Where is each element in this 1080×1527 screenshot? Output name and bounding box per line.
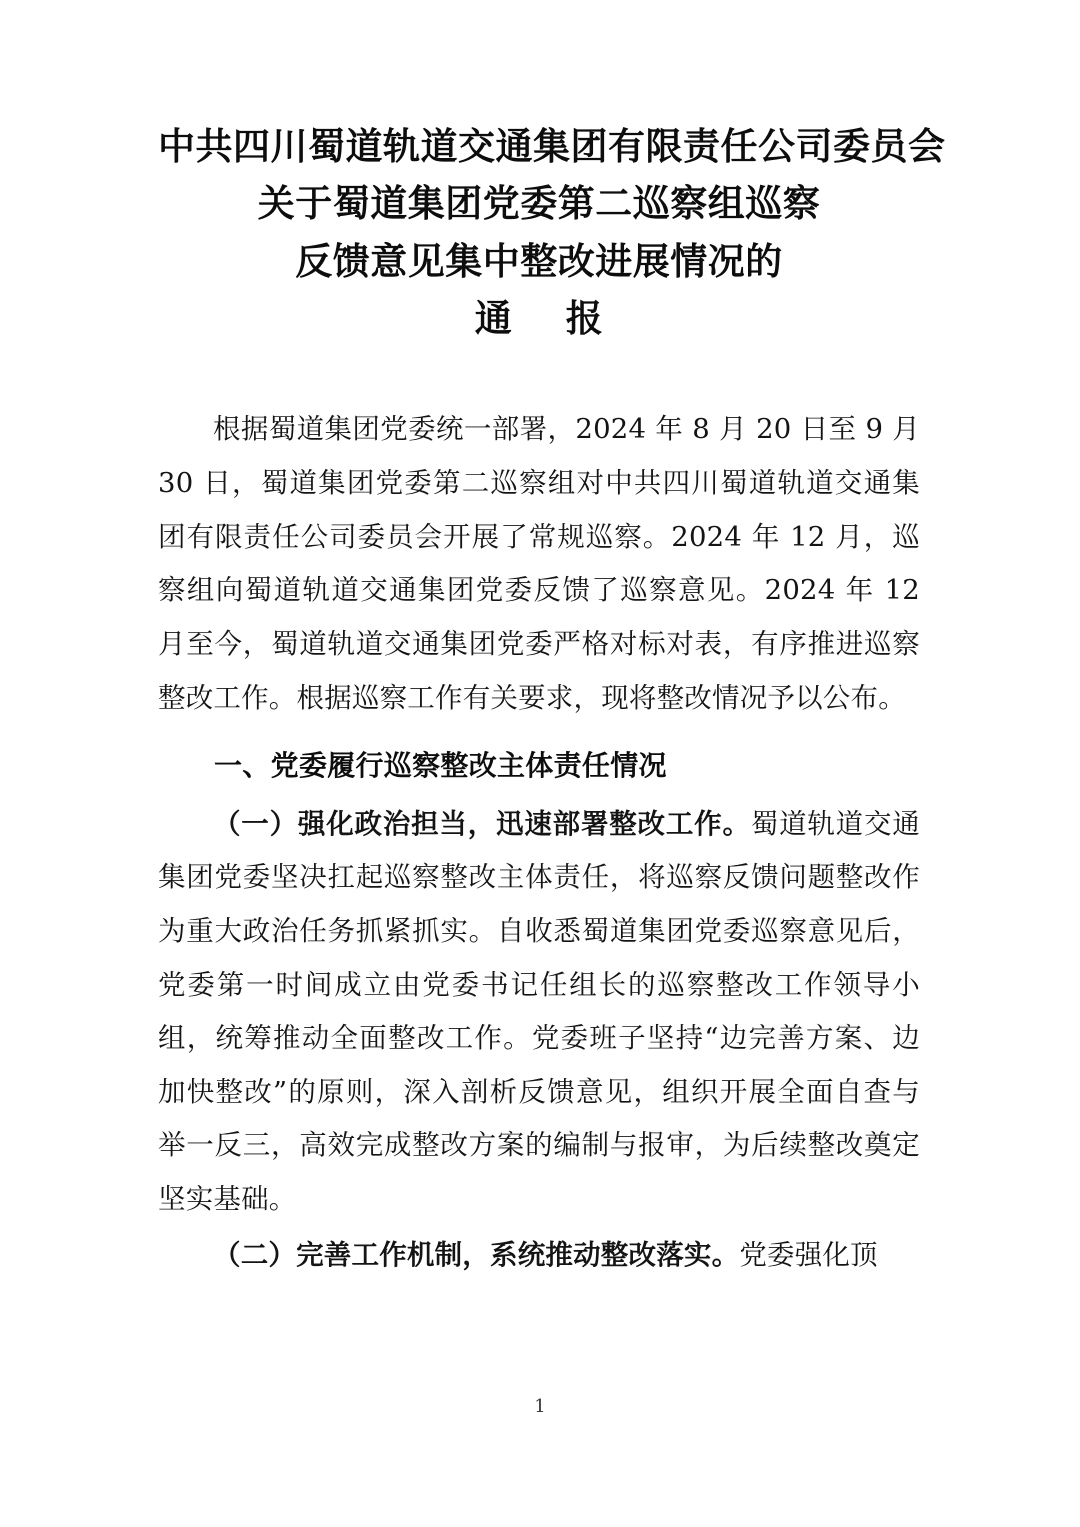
title-spacer	[158, 347, 920, 403]
subsection-2-lead: （二）完善工作机制，系统推动整改落实。	[213, 1238, 740, 1271]
title-line-3: 反馈意见集中整改进展情况的	[295, 238, 783, 283]
subsection-1-paragraph	[158, 798, 920, 1227]
subsection-2-paragraph	[158, 1229, 920, 1283]
page-number: 1	[534, 1396, 546, 1417]
section-heading-1: 一、党委履行巡察整改主体责任情况	[214, 749, 667, 783]
title-line-2: 关于蜀道集团党委第二巡察组巡察	[257, 181, 821, 226]
title-line-1: 中共四川蜀道轨道交通集团有限责任公司委员会	[158, 124, 946, 168]
title-line-4: 通 报	[474, 296, 604, 341]
subsection-1-text: 蜀道轨道交通集团党委坚决扛起巡察整改主体责任，将巡察反馈问题整改作为重大政治任务抓紧抓实。自收悉蜀道集团党委巡察意见后，党委第一时间成立由党委书记任组长的巡察整改工作领导小组，统筹推动全面整改工作。党委班子坚持“边完善方案、边加快整改”的原则，深入剖析反馈意见，组织开展全面自查与举一反三，高效完成整改方案的编制与报审，为后续整改奠定坚实基础。	[158, 807, 920, 1216]
subsection-2-text: 党委强化顶	[739, 1238, 878, 1271]
subsection-1-lead: （一）强化政治担当，迅速部署整改工作。	[213, 807, 751, 840]
document-body	[158, 118, 946, 1284]
document-title	[158, 118, 946, 347]
intro-paragraph: 根据蜀道集团党委统一部署，2024 年 8 月 20 日至 9 月 30 日，蜀道集团党委第二巡察组对中共四川蜀道轨道交通集团有限责任公司委员会开展了常规巡察。2024 年 12 月，巡察组向蜀道轨道交通集团党委反馈了巡察意见。2024 年 12 月至今，蜀道轨道交通集团党委严格对标对表，有序推进巡察整改工作。根据巡察工作有关要求，现将整改情况予以公布。	[158, 413, 920, 714]
